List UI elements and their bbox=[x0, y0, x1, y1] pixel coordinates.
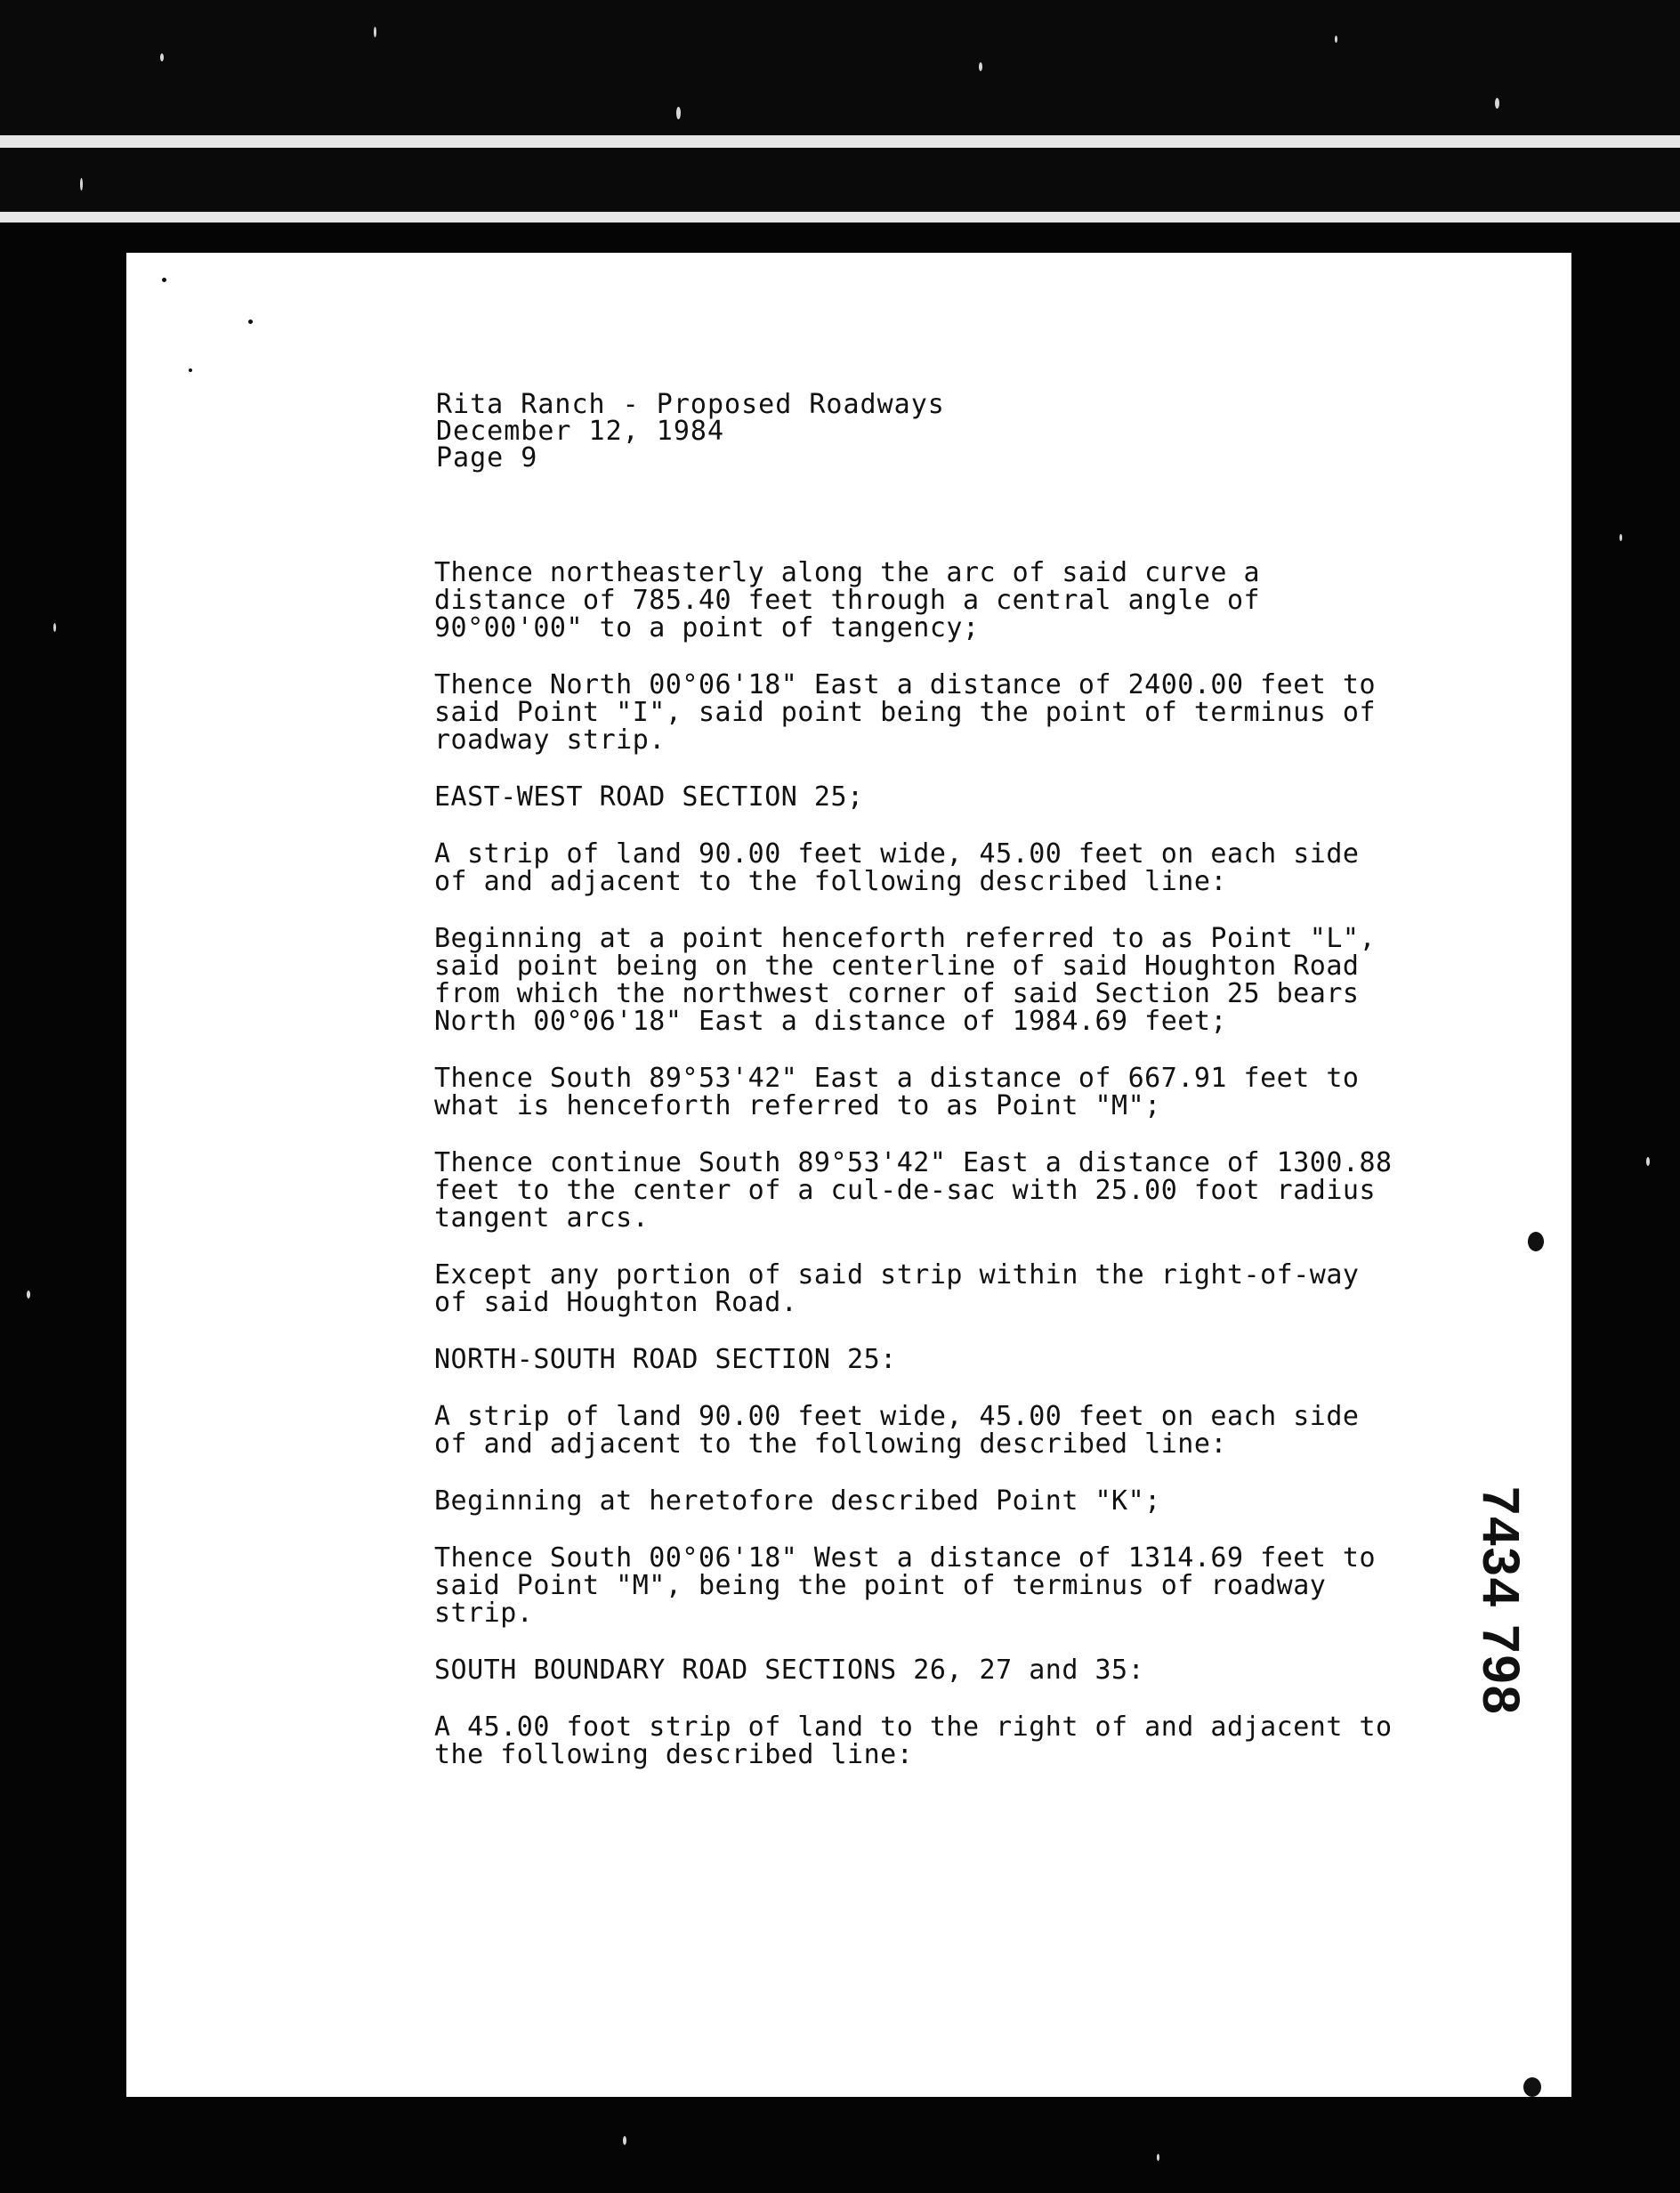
ink-speck bbox=[248, 320, 253, 324]
ink-speck bbox=[162, 278, 166, 282]
book-page-number: 7434 798 bbox=[1472, 1486, 1530, 1716]
paragraph: Thence South 00°06'18" West a distance of 1314.69 feet to said Point "M", being the point of terminus of roadway strip. bbox=[434, 1542, 1377, 1629]
paragraph: Thence continue South 89°53'42" East a distance of 1300.88 feet to the center of a cul-de-sac with 25.00 foot radius tangent arcs. bbox=[434, 1147, 1393, 1234]
scan-speck bbox=[160, 53, 164, 61]
paragraph: A strip of land 90.00 feet wide, 45.00 feet on each side of and adjacent to the following described line: bbox=[434, 838, 1360, 897]
book-page-stamp bbox=[1468, 1486, 1557, 1771]
section-heading: SOUTH BOUNDARY ROAD SECTIONS 26, 27 and 35: bbox=[434, 1655, 1145, 1686]
scan-speck bbox=[1335, 36, 1337, 43]
ink-blot bbox=[1528, 1232, 1544, 1251]
document-header bbox=[436, 389, 945, 473]
scan-speck bbox=[53, 623, 56, 632]
scan-speck bbox=[80, 178, 83, 190]
paragraph: Beginning at a point henceforth referred to as Point "L", said point being on the centerline of said Houghton Road from which the northwest corner of said Section 25 bears North 00°06'18" East a distance of 1984.69 feet; bbox=[434, 923, 1377, 1037]
paragraph: Thence South 89°53'42" East a distance of 667.91 feet to what is henceforth referred to as Point "M"; bbox=[434, 1063, 1360, 1121]
scan-speck bbox=[1646, 1157, 1650, 1166]
scan-rule-line bbox=[0, 135, 1680, 148]
paragraph: Thence North 00°06'18" East a distance of 2400.00 feet to said Point "I", said point being the point of terminus of roadway strip. bbox=[434, 669, 1377, 756]
paragraph: A 45.00 foot strip of land to the right of and adjacent to the following described line: bbox=[434, 1712, 1393, 1770]
scan-speck bbox=[1619, 534, 1622, 541]
scan-speck bbox=[1157, 2154, 1159, 2161]
page-number: Page 9 bbox=[436, 442, 538, 473]
scan-rule-line-lower bbox=[0, 212, 1680, 223]
paragraph: Beginning at heretofore described Point "K"; bbox=[434, 1485, 1161, 1517]
section-heading: NORTH-SOUTH ROAD SECTION 25: bbox=[434, 1344, 897, 1375]
paragraph: A strip of land 90.00 feet wide, 45.00 feet on each side of and adjacent to the following described line: bbox=[434, 1401, 1360, 1460]
legal-description-body bbox=[434, 559, 1449, 1798]
scan-speck bbox=[623, 2136, 626, 2145]
ink-speck bbox=[189, 368, 192, 372]
scan-speck bbox=[1495, 98, 1499, 109]
scan-speck bbox=[676, 107, 681, 119]
scan-border-top bbox=[0, 0, 1680, 223]
paragraph: Except any portion of said strip within the right-of-way of said Houghton Road. bbox=[434, 1259, 1360, 1318]
paragraph: Thence northeasterly along the arc of said curve a distance of 785.40 feet through a central angle of 90°00'00" to a point of tangency; bbox=[434, 557, 1261, 643]
section-heading: EAST-WEST ROAD SECTION 25; bbox=[434, 781, 864, 813]
document-title: Rita Ranch - Proposed Roadways bbox=[436, 389, 945, 420]
scan-speck bbox=[27, 1291, 30, 1299]
scan-speck bbox=[979, 62, 982, 71]
ink-blot bbox=[1523, 2077, 1541, 2097]
scan-speck bbox=[374, 27, 376, 37]
document-date: December 12, 1984 bbox=[436, 416, 725, 447]
